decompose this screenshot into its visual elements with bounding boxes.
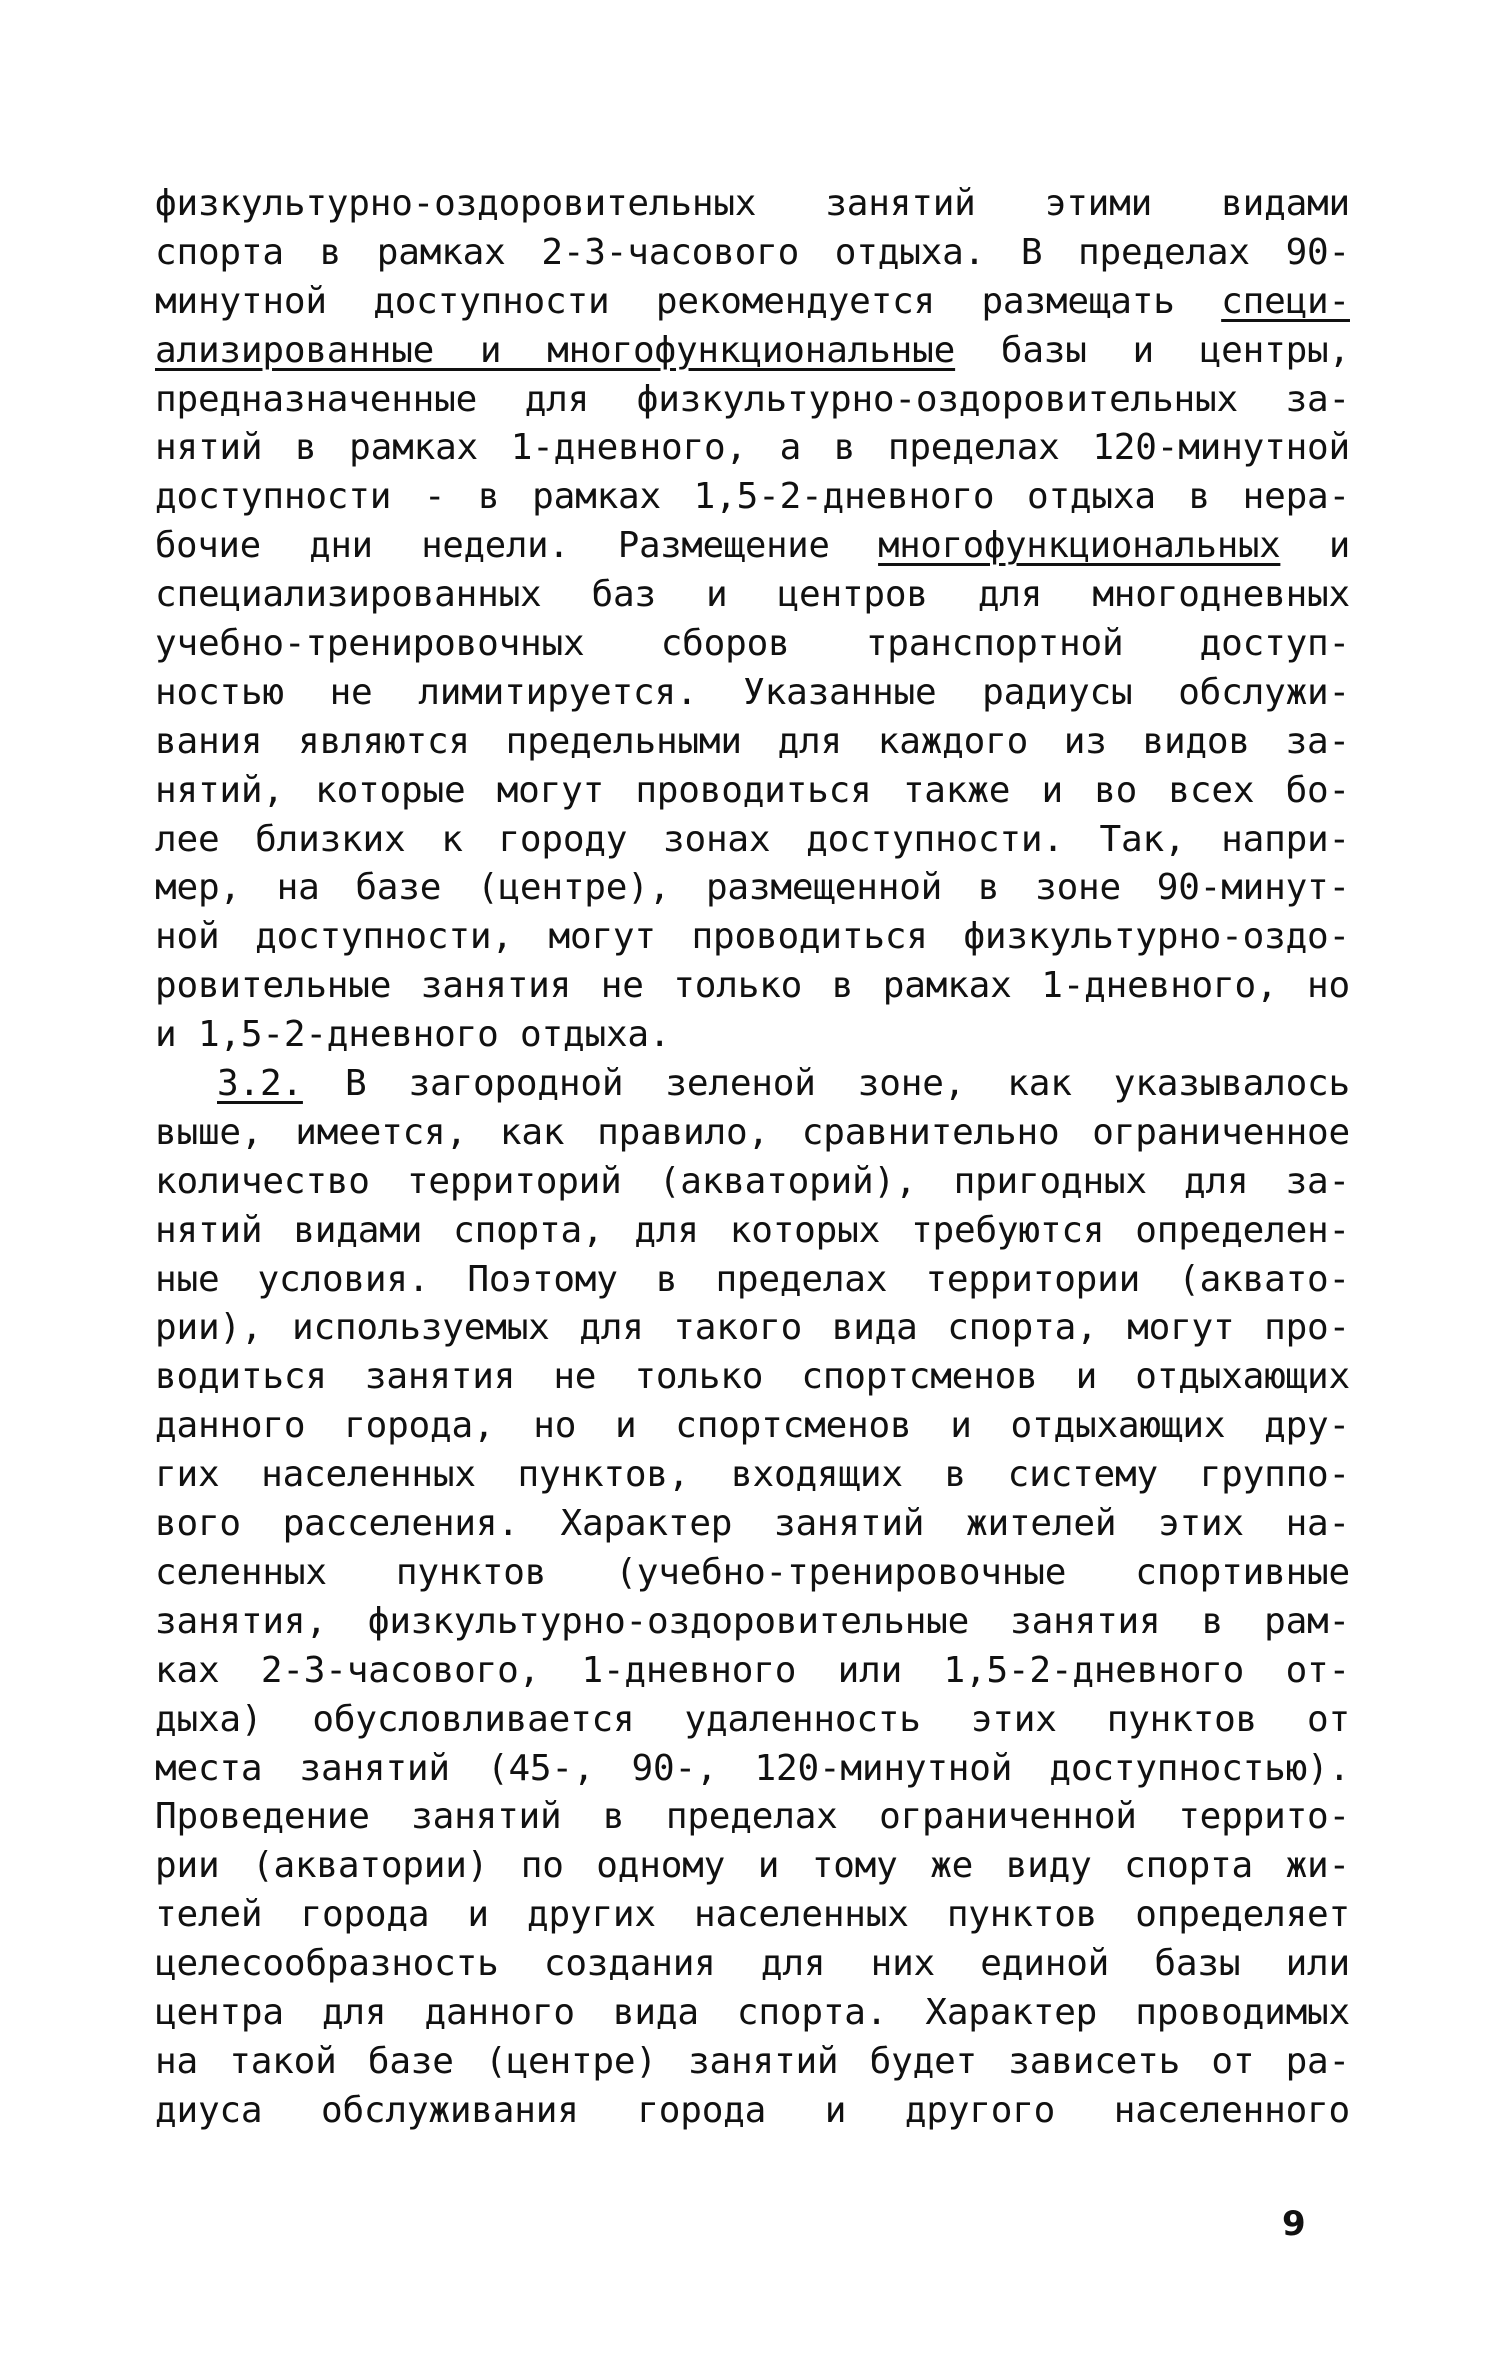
line-text: вания являются предельными для каждого из видов за- [155,720,1350,762]
text-line [155,669,1350,718]
line-text: спорта в рамках 2-3-часового отдыха. В пределах 90- [155,231,1350,273]
line-text: центра для данного вида спорта. Характер проводимых [155,1991,1350,2033]
text-line [155,1842,1350,1891]
underlined-text: 3.2. [217,1063,303,1105]
text-line [155,718,1350,767]
line-text: и [1280,525,1350,567]
line-text: Проведение занятий в пределах ограниченной террито- [155,1796,1350,1838]
line-text: занятия, физкультурно-оздоровительные занятия в рам- [155,1600,1350,1642]
body-text [155,180,1350,2136]
text-line [155,1011,1350,1060]
text-line [155,1549,1350,1598]
text-line [155,1060,1350,1109]
text-line [155,913,1350,962]
text-line [155,2038,1350,2087]
line-text: места занятий (45-, 90-, 120-минутной доступностью). [155,1747,1350,1789]
text-line [155,1451,1350,1500]
page-number: 9 [1282,2204,1306,2244]
line-text: учебно-тренировочных сборов транспортной доступ- [155,623,1350,665]
text-line [155,473,1350,522]
line-text: нятий, которые могут проводиться также и во всех бо- [155,769,1350,811]
line-text: вого расселения. Характер занятий жителей этих на- [155,1503,1350,1545]
line-text: диуса обслуживания города и другого населенного [155,2089,1350,2131]
text-line [155,376,1350,425]
line-text: целесообразность создания для них единой базы или [155,1943,1350,1985]
line-text: базы и центры, [955,329,1350,371]
line-text: дыха) обусловливается удаленность этих пунктов от [155,1698,1350,1740]
text-line [155,1304,1350,1353]
text-line [155,522,1350,571]
line-text: выше, имеется, как правило, сравнительно ограниченное [155,1111,1350,1153]
text-line [155,816,1350,865]
text-line [155,1696,1350,1745]
line-text: и 1,5-2-дневного отдыха. [155,1014,671,1056]
line-text: селенных пунктов (учебно-тренировочные спортивные [155,1551,1350,1593]
line-text: на такой базе (центре) занятий будет зависеть от ра- [155,2040,1350,2082]
text-line [155,327,1350,376]
line-text: рии (акватории) по одному и тому же виду спорта жи- [155,1845,1350,1887]
text-line [155,424,1350,473]
line-text: гих населенных пунктов, входящих в систему группо- [155,1454,1350,1496]
line-text: доступности - в рамках 1,5-2-дневного отдыха в нера- [155,476,1350,518]
line-text: В загородной зеленой зоне, как указывалось [302,1063,1350,1105]
line-text: бочие дни недели. Размещение [155,525,879,567]
line-text: специализированных баз и центров для многодневных [155,574,1350,616]
line-text: количество территорий (акваторий), пригодных для за- [155,1160,1350,1202]
text-line [155,1158,1350,1207]
text-line [155,1647,1350,1696]
text-line [155,767,1350,816]
line-text: ках 2-3-часового, 1-дневного или 1,5-2-дневного от- [155,1649,1350,1691]
underlined-text: многофункциональных [878,525,1281,567]
text-line [155,962,1350,1011]
line-text: нятий видами спорта, для которых требуются определен- [155,1209,1350,1251]
underlined-text: ализированные и многофункциональные [155,329,956,371]
line-text: ные условия. Поэтому в пределах территории (аквато- [155,1258,1350,1300]
text-line [155,180,1350,229]
text-line [155,1500,1350,1549]
text-line [155,2087,1350,2136]
text-line [155,1891,1350,1940]
text-line [155,1745,1350,1794]
line-text: рии), используемых для такого вида спорта, могут про- [155,1307,1350,1349]
text-line [155,1256,1350,1305]
line-text: мер, на базе (центре), размещенной в зоне 90-минут- [155,867,1350,909]
line-text: ной доступности, могут проводиться физкультурно-оздо- [155,916,1350,958]
text-line [155,620,1350,669]
line-text: лее близких к городу зонах доступности. Так, напри- [155,818,1350,860]
line-text: нятий в рамках 1-дневного, а в пределах 120-минутной [155,427,1350,469]
text-line [155,1989,1350,2038]
line-text: данного города, но и спортсменов и отдыхающих дру- [155,1405,1350,1447]
line-text: телей города и других населенных пунктов определяет [155,1894,1350,1936]
text-line [155,1598,1350,1647]
text-line [155,1940,1350,1989]
text-line [155,864,1350,913]
text-line [155,278,1350,327]
text-line [155,571,1350,620]
text-line [155,1402,1350,1451]
text-line [155,1353,1350,1402]
text-line [155,1109,1350,1158]
line-text: ровительные занятия не только в рамках 1-дневного, но [155,965,1350,1007]
line-text: водиться занятия не только спортсменов и отдыхающих [155,1356,1350,1398]
line-text: физкультурно-оздоровительных занятий этими видами [155,183,1350,224]
line-text: минутной доступности рекомендуется размещать [155,280,1222,322]
text-line [155,229,1350,278]
line-text: предназначенные для физкультурно-оздоровительных за- [155,378,1350,420]
underlined-text: специ- [1221,280,1350,322]
line-text: ностью не лимитируется. Указанные радиусы обслужи- [155,671,1350,713]
text-line [155,1793,1350,1842]
text-line [155,1207,1350,1256]
